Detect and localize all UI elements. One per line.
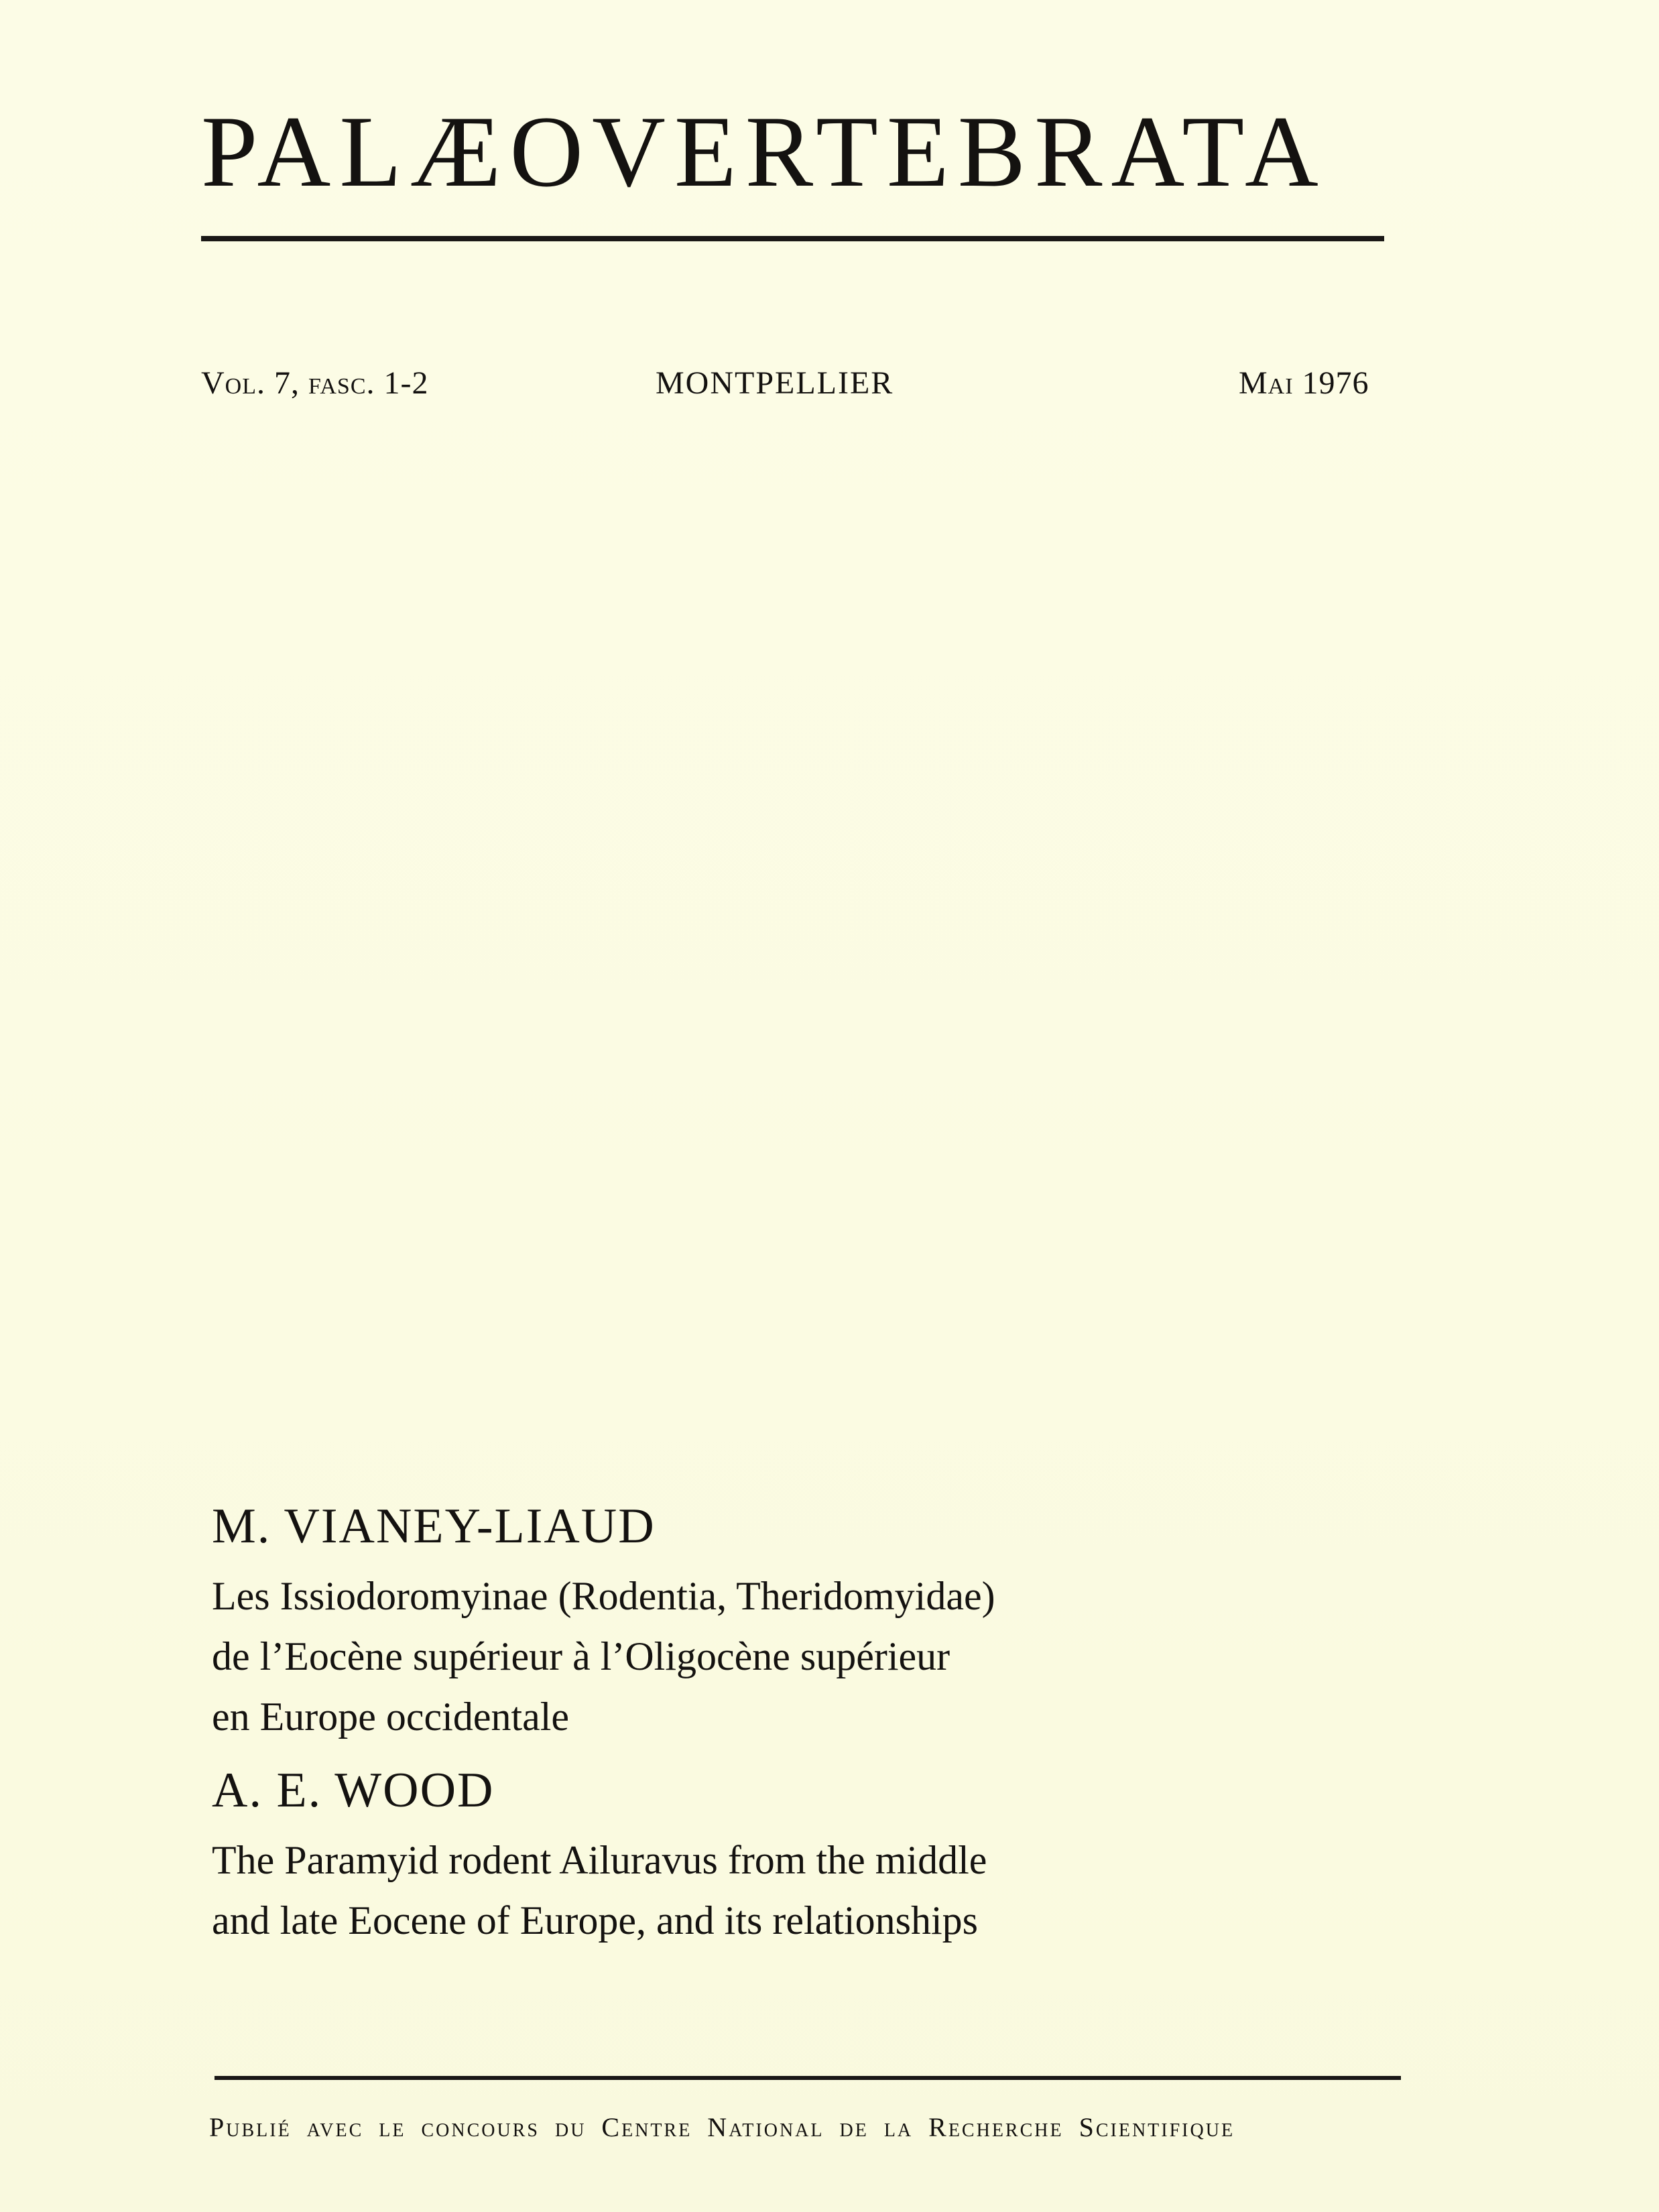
article-title-line: Les Issiodoromyinae (Rodentia, Theridomyidae) — [212, 1574, 995, 1618]
journal-title: PALÆOVERTEBRATA — [201, 95, 1327, 208]
article-title-line: en Europe occidentale — [212, 1695, 570, 1739]
article-entry — [212, 1501, 1392, 1747]
bottom-divider — [214, 2076, 1401, 2080]
top-divider — [201, 236, 1384, 241]
article-list — [212, 1501, 1392, 1951]
publisher-note: Publié avec le concours du Centre National de la Recherche Scientifique — [209, 2112, 1235, 2142]
article-author: A. E. WOOD — [212, 1763, 495, 1818]
issue-date: Mai 1976 — [1239, 365, 1369, 401]
article-title-line: de l’Eocène supérieur à l’Oligocène supérieur — [212, 1634, 950, 1678]
issue-city: MONTPELLIER — [656, 365, 894, 401]
article-entry — [212, 1763, 1392, 1951]
issue-volume: Vol. 7, fasc. 1-2 — [201, 365, 429, 401]
article-title-line: The Paramyid rodent Ailuravus from the middle — [212, 1838, 987, 1882]
article-title-line: and late Eocene of Europe, and its relationships — [212, 1898, 978, 1943]
article-title — [212, 1566, 1392, 1747]
article-title — [212, 1830, 1392, 1951]
article-author: M. VIANEY-LIAUD — [212, 1499, 656, 1554]
